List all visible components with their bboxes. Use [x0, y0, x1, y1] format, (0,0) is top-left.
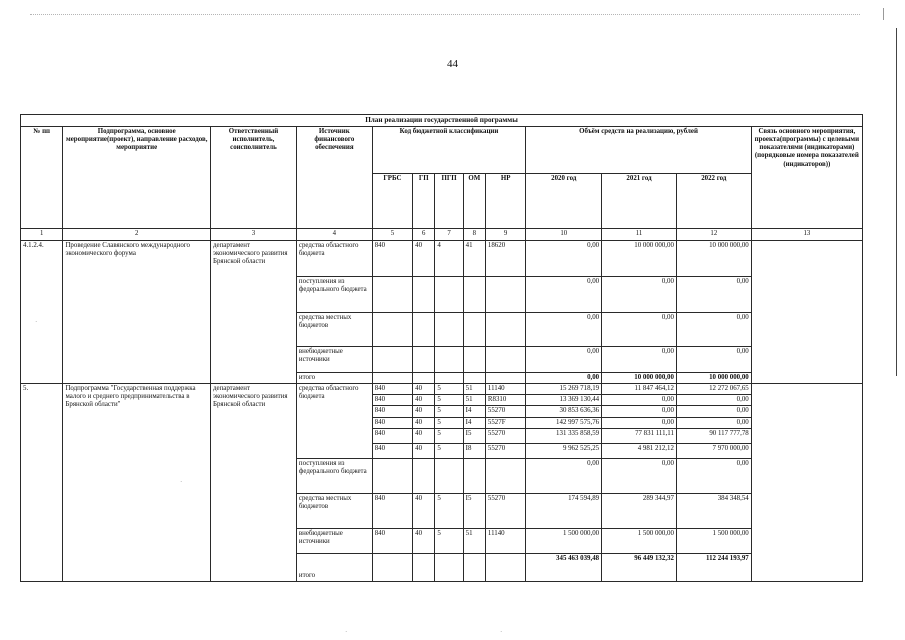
om-cell: I5	[463, 493, 485, 528]
total-2020: 0,00	[526, 373, 602, 384]
source-cell: внебюджетные источники	[296, 528, 372, 553]
pgp-cell: 5	[435, 384, 463, 395]
column-number: 5	[372, 229, 412, 241]
row-executor: департамент экономического развития Брянской области	[211, 384, 297, 582]
amount-2020: 0,00	[526, 313, 602, 347]
pgp-cell: 5	[435, 493, 463, 528]
gp-cell	[413, 373, 435, 384]
gp-cell	[413, 553, 435, 581]
scan-right-edge-line	[896, 28, 897, 376]
header-2020: 2020 год	[526, 174, 602, 229]
np-cell: 55270	[485, 443, 525, 458]
source-cell: средства областного бюджета	[296, 384, 372, 459]
amount-2021: 0,00	[602, 417, 677, 428]
pgp-cell: 5	[435, 428, 463, 443]
amount-2021: 0,00	[602, 277, 677, 313]
om-cell	[463, 553, 485, 581]
total-2021: 10 000 000,00	[602, 373, 677, 384]
amount-2020: 9 962 525,25	[526, 443, 602, 458]
column-number: 8	[463, 229, 485, 241]
header-om: ОМ	[463, 174, 485, 229]
header-executor: Ответственный исполнитель, соисполнитель	[211, 127, 297, 229]
pgp-cell	[435, 553, 463, 581]
column-number: 13	[751, 229, 862, 241]
om-cell	[463, 313, 485, 347]
scan-fleck: ·	[500, 628, 503, 636]
om-cell: 41	[463, 241, 485, 277]
pgp-cell: 5	[435, 395, 463, 406]
amount-2022: 384 348,54	[676, 493, 751, 528]
pgp-cell: 4	[435, 241, 463, 277]
header-gp: ГП	[413, 174, 435, 229]
column-number: 7	[435, 229, 463, 241]
gp-cell	[413, 347, 435, 373]
np-cell	[485, 458, 525, 493]
total-2022: 10 000 000,00	[676, 373, 751, 384]
gp-cell: 40	[413, 417, 435, 428]
pgp-cell	[435, 458, 463, 493]
grbs-cell: 840	[372, 241, 412, 277]
np-cell: 5527F	[485, 417, 525, 428]
np-cell: 55270	[485, 428, 525, 443]
amount-2021: 77 831 111,11	[602, 428, 677, 443]
grbs-cell: 840	[372, 443, 412, 458]
column-number: 3	[211, 229, 297, 241]
amount-2021: 0,00	[602, 406, 677, 417]
np-cell: 11140	[485, 528, 525, 553]
scan-fleck: ·	[345, 628, 348, 636]
amount-2021: 0,00	[602, 313, 677, 347]
column-number: 9	[485, 229, 525, 241]
np-cell: 55270	[485, 493, 525, 528]
np-cell	[485, 277, 525, 313]
header-source: Источник финансового обеспечения	[296, 127, 372, 229]
plan-table	[20, 114, 863, 582]
amount-2022: 7 970 000,00	[676, 443, 751, 458]
gp-cell: 40	[413, 384, 435, 395]
np-cell: R8310	[485, 395, 525, 406]
grbs-cell: 840	[372, 395, 412, 406]
grbs-cell	[372, 347, 412, 373]
om-cell: 51	[463, 528, 485, 553]
grbs-cell: 840	[372, 493, 412, 528]
scan-fleck: ·	[180, 478, 183, 486]
pgp-cell	[435, 277, 463, 313]
amount-2022: 0,00	[676, 347, 751, 373]
om-cell	[463, 277, 485, 313]
page-number: 44	[447, 58, 458, 70]
grbs-cell	[372, 458, 412, 493]
grbs-cell	[372, 313, 412, 347]
amount-2020: 0,00	[526, 458, 602, 493]
row-number: 5.	[21, 384, 63, 582]
grbs-cell: 840	[372, 428, 412, 443]
column-number: 4	[296, 229, 372, 241]
source-cell: средства областного бюджета	[296, 241, 372, 277]
column-number: 1	[21, 229, 63, 241]
gp-cell: 40	[413, 406, 435, 417]
amount-2022: 0,00	[676, 395, 751, 406]
source-cell: поступления из федерального бюджета	[296, 277, 372, 313]
column-number-row	[21, 229, 863, 241]
np-cell: 55270	[485, 406, 525, 417]
amount-2022: 0,00	[676, 313, 751, 347]
om-cell	[463, 347, 485, 373]
np-cell: 11140	[485, 384, 525, 395]
amount-2020: 13 369 130,44	[526, 395, 602, 406]
om-cell: I5	[463, 428, 485, 443]
header-budget-code: Код бюджетной классификации	[372, 127, 526, 174]
grbs-cell: 840	[372, 417, 412, 428]
total-2022: 112 244 193,97	[676, 553, 751, 581]
table-title: План реализации государственной программы	[21, 115, 863, 127]
scan-fleck: ·	[35, 318, 38, 326]
gp-cell	[413, 313, 435, 347]
amount-2020: 0,00	[526, 241, 602, 277]
source-cell: итого	[296, 373, 372, 384]
source-cell: поступления из федерального бюджета	[296, 458, 372, 493]
pgp-cell: 5	[435, 528, 463, 553]
row-number: 4.1.2.4.	[21, 241, 63, 384]
column-number: 12	[676, 229, 751, 241]
gp-cell: 40	[413, 395, 435, 406]
source-cell: внебюджетные источники	[296, 347, 372, 373]
amount-2021: 0,00	[602, 395, 677, 406]
amount-2020: 30 853 636,36	[526, 406, 602, 417]
np-cell	[485, 553, 525, 581]
om-cell: 51	[463, 384, 485, 395]
row-executor: департамент экономического развития Брянской области	[211, 241, 297, 384]
gp-cell: 40	[413, 528, 435, 553]
amount-2020: 174 594,89	[526, 493, 602, 528]
om-cell	[463, 373, 485, 384]
amount-2021: 4 981 212,12	[602, 443, 677, 458]
om-cell	[463, 458, 485, 493]
header-row	[21, 127, 863, 174]
gp-cell: 40	[413, 428, 435, 443]
column-number: 10	[526, 229, 602, 241]
source-cell: средства местных бюджетов	[296, 313, 372, 347]
pgp-cell	[435, 373, 463, 384]
header-2021: 2021 год	[602, 174, 677, 229]
table-row	[21, 241, 863, 277]
amount-2020: 15 269 718,19	[526, 384, 602, 395]
amount-2020: 131 335 858,59	[526, 428, 602, 443]
om-cell: 51	[463, 395, 485, 406]
pgp-cell	[435, 313, 463, 347]
amount-2021: 0,00	[602, 458, 677, 493]
amount-2020: 1 500 000,00	[526, 528, 602, 553]
amount-2022: 12 272 067,65	[676, 384, 751, 395]
row-name: Проведение Славянского международного экономического форума	[63, 241, 211, 384]
grbs-cell	[372, 277, 412, 313]
header-indicator-link: Связь основного мероприятия, проекта(программы) с целевыми показателями (индикаторами) (порядковые номера показателей (индикаторов))	[751, 127, 862, 229]
np-cell: 18620	[485, 241, 525, 277]
column-number: 2	[63, 229, 211, 241]
amount-2022: 0,00	[676, 406, 751, 417]
gp-cell: 40	[413, 443, 435, 458]
amount-2022: 90 117 777,78	[676, 428, 751, 443]
source-cell: средства местных бюджетов	[296, 493, 372, 528]
np-cell	[485, 313, 525, 347]
scan-dotted-line	[30, 14, 860, 15]
header-grbs: ГРБС	[372, 174, 412, 229]
indicator-link-cell	[751, 241, 862, 384]
header-2022: 2022 год	[676, 174, 751, 229]
grbs-cell	[372, 553, 412, 581]
amount-2022: 1 500 000,00	[676, 528, 751, 553]
om-cell: I4	[463, 417, 485, 428]
column-number: 11	[602, 229, 677, 241]
table-title-row	[21, 115, 863, 127]
indicator-link-cell	[751, 384, 862, 582]
om-cell: I8	[463, 443, 485, 458]
row-name: Подпрограмма "Государственная поддержка малого и среднего предпринимательства в Брянской области"	[63, 384, 211, 582]
amount-2022: 0,00	[676, 458, 751, 493]
table-row	[21, 384, 863, 395]
om-cell: I4	[463, 406, 485, 417]
amount-2020: 0,00	[526, 277, 602, 313]
total-2021: 96 449 132,32	[602, 553, 677, 581]
gp-cell: 40	[413, 241, 435, 277]
pgp-cell: 5	[435, 406, 463, 417]
source-cell: итого	[296, 553, 372, 581]
column-number: 6	[413, 229, 435, 241]
grbs-cell: 840	[372, 406, 412, 417]
amount-2022: 0,00	[676, 417, 751, 428]
grbs-cell: 840	[372, 528, 412, 553]
header-amount: Объём средств на реализацию, рублей	[526, 127, 751, 174]
amount-2021: 289 344,97	[602, 493, 677, 528]
pgp-cell	[435, 347, 463, 373]
header-np: НР	[485, 174, 525, 229]
np-cell	[485, 347, 525, 373]
np-cell	[485, 373, 525, 384]
total-2020: 345 463 039,48	[526, 553, 602, 581]
gp-cell: 40	[413, 493, 435, 528]
gp-cell	[413, 277, 435, 313]
amount-2022: 0,00	[676, 277, 751, 313]
scan-edge-mark	[883, 8, 884, 20]
pgp-cell: 5	[435, 417, 463, 428]
amount-2020: 0,00	[526, 347, 602, 373]
grbs-cell: 840	[372, 384, 412, 395]
amount-2021: 10 000 000,00	[602, 241, 677, 277]
amount-2021: 11 847 464,12	[602, 384, 677, 395]
pgp-cell: 5	[435, 443, 463, 458]
amount-2021: 1 500 000,00	[602, 528, 677, 553]
header-pgp: ПГП	[435, 174, 463, 229]
grbs-cell	[372, 373, 412, 384]
amount-2020: 142 997 575,76	[526, 417, 602, 428]
amount-2021: 0,00	[602, 347, 677, 373]
gp-cell	[413, 458, 435, 493]
amount-2022: 10 000 000,00	[676, 241, 751, 277]
header-num: № пп	[21, 127, 63, 229]
header-subprogram: Подпрограмма, основное мероприятие(проект), направление расходов, мероприятие	[63, 127, 211, 229]
